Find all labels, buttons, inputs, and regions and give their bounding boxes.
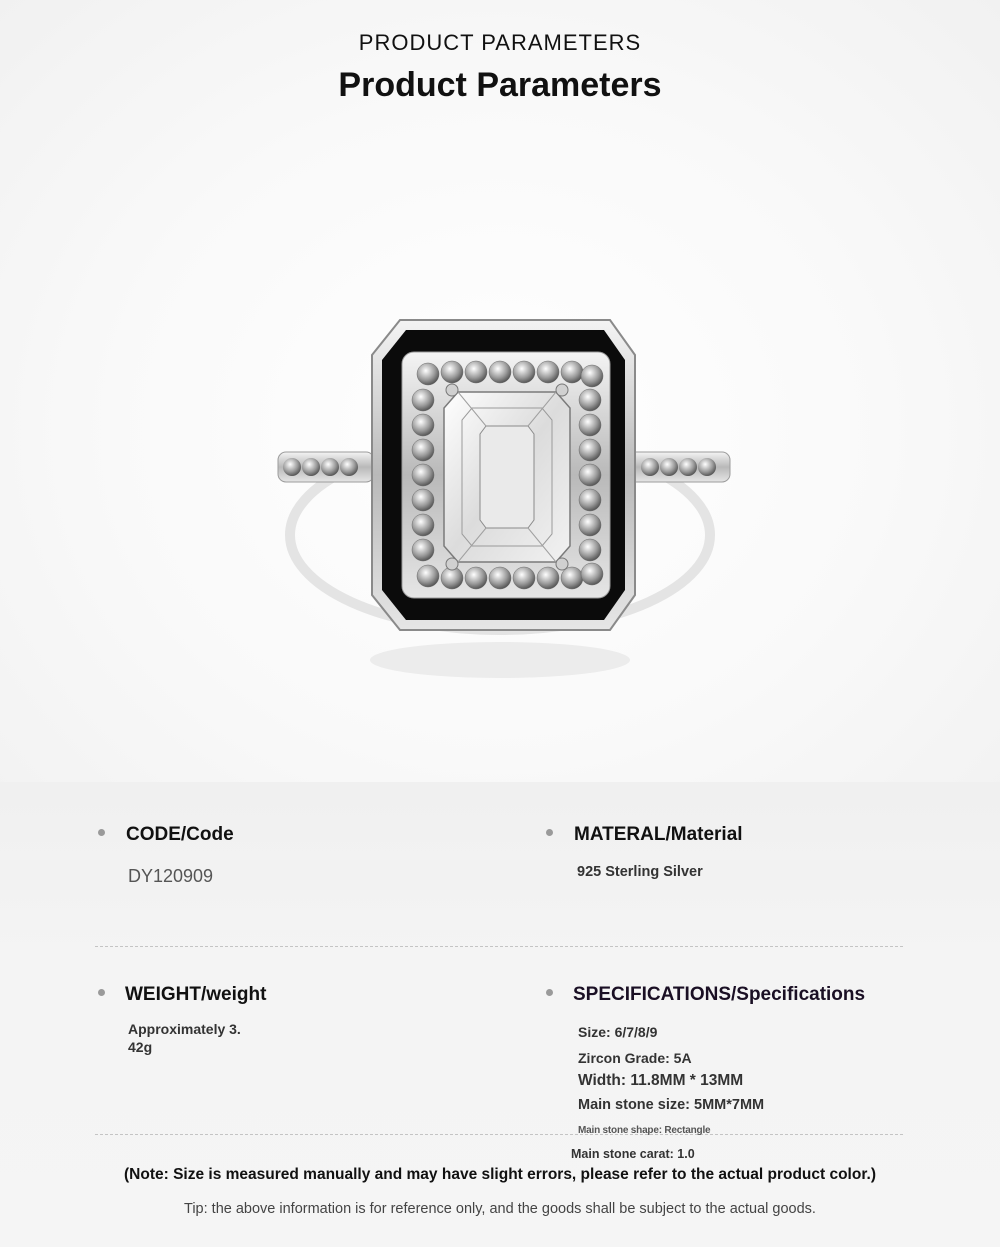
code-value: DY120909	[128, 866, 214, 886]
spec-width: Width: 11.8MM * 13MM	[578, 1072, 744, 1089]
material-label: MATERAL/Material	[574, 824, 743, 845]
bullet-icon	[546, 989, 553, 996]
ring-icon	[260, 300, 740, 720]
bullet-icon	[98, 989, 105, 996]
bullet-icon	[98, 829, 105, 836]
spec-main-stone-carat: Main stone carat: 1.0	[571, 1147, 695, 1161]
material-value: 925 Sterling Silver	[577, 864, 703, 880]
spec-main-stone-size: Main stone size: 5MM*7MM	[578, 1097, 765, 1113]
ring-image	[260, 300, 740, 720]
code-label: CODE/Code	[126, 824, 234, 845]
weight-value-line1: Approximately 3.	[128, 1021, 241, 1037]
reference-tip: Tip: the above information is for reference only, and the goods shall be subject to the actual goods.	[184, 1201, 816, 1217]
size-note: (Note: Size is measured manually and may have slight errors, please refer to the actual product color.)	[124, 1166, 876, 1183]
weight-value-line2: 42g	[128, 1039, 153, 1055]
divider	[95, 946, 903, 947]
spec-size: Size: 6/7/8/9	[578, 1024, 658, 1040]
specifications-label: SPECIFICATIONS/Specifications	[573, 984, 866, 1005]
header-title-upper: PRODUCT PARAMETERS	[358, 30, 642, 55]
bullet-icon	[546, 829, 553, 836]
divider	[95, 1134, 903, 1135]
page-title: Product Parameters	[338, 66, 662, 104]
weight-label: WEIGHT/weight	[125, 984, 267, 1005]
spec-zircon-grade: Zircon Grade: 5A	[578, 1050, 692, 1066]
spec-main-stone-shape: Main stone shape: Rectangle	[578, 1125, 711, 1136]
